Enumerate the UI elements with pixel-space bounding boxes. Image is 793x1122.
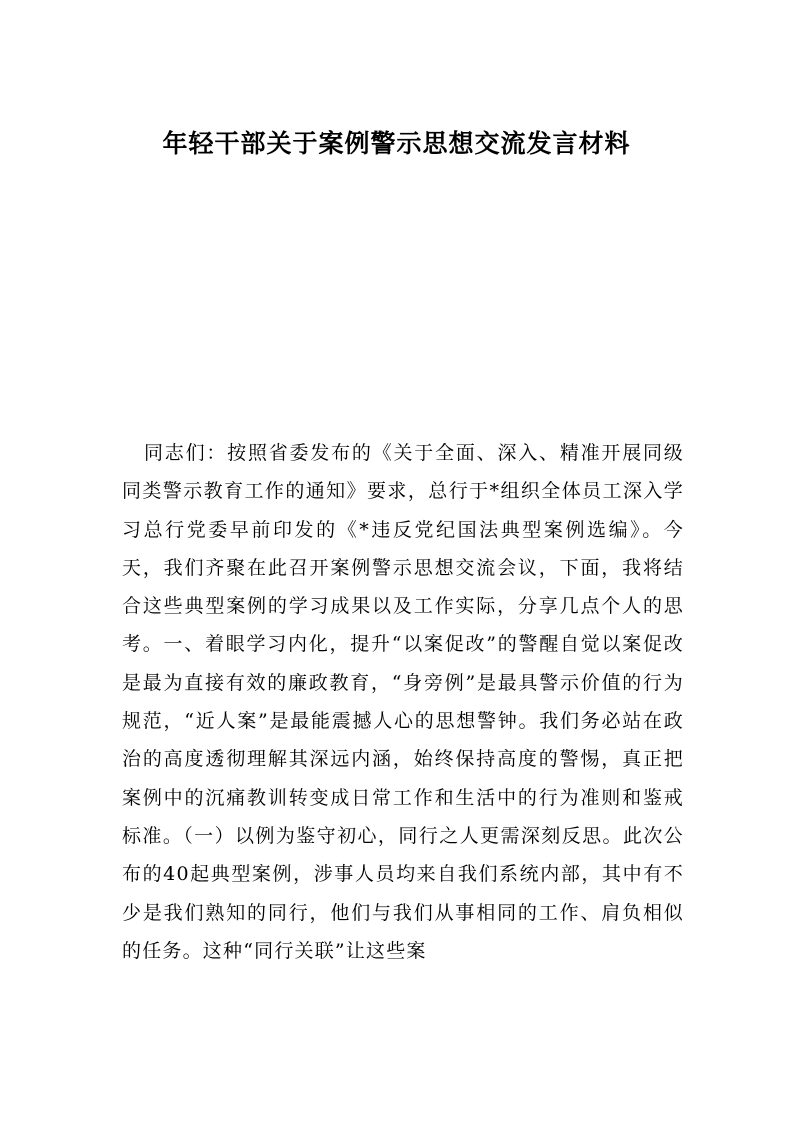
document-title: 年轻干部关于案例警示思想交流发言材料 <box>162 129 631 158</box>
document-body-paragraph: 同志们：按照省委发布的《关于全面、深入、精准开展同级同类警示教育工作的通知》要求，总行于*组织全体员工深入学习总行党委早前印发的《*违反党纪国法典型案例选编》。今天，我们齐聚在此召开案例警示思想交流会议，下面，我将结合这些典型案例的学习成果以及工作实际，分享几点个人的思考。一、着眼学习内化，提升“以案促改”的警醒自觉以案促改是最为直接有效的廉政教育，“身旁例”是最具警示价值的行为规范，“近人案”是最能震撼人心的思想警钟。我们务必站在政治的高度透彻理解其深远内涵，始终保持高度的警惕，真正把案例中的沉痛教训转变成日常工作和生活中的行为准则和鉴戒标准。（一）以例为鉴守初心，同行之人更需深刻反思。此次公布的40起典型案例，涉事人员均来自我们系统内部，其中有不少是我们熟知的同行，他们与我们从事相同的工作、肩负相似的任务。这种“同行关联”让这些案 <box>122 442 684 962</box>
